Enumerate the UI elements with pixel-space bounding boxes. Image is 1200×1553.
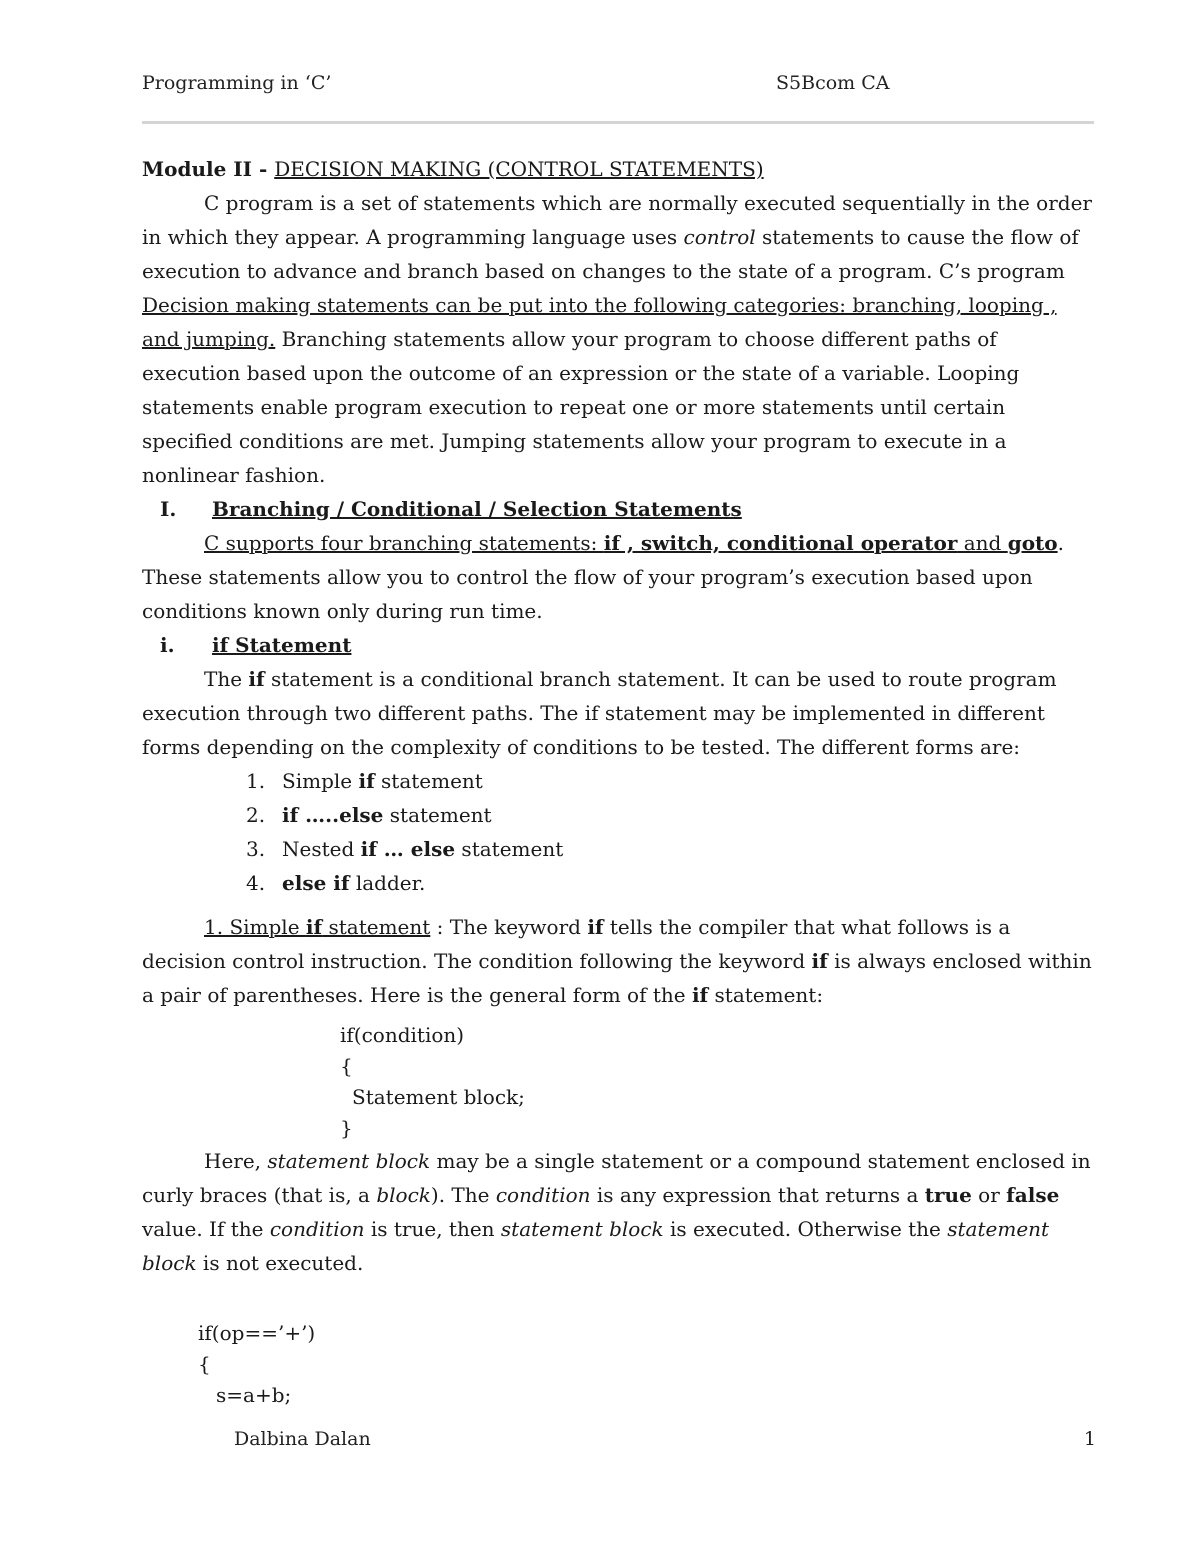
document-body bbox=[142, 152, 1092, 1411]
header-class-code: S5Bcom CA bbox=[776, 72, 890, 94]
general-form-code bbox=[142, 1020, 1092, 1144]
code-line: if(condition) bbox=[340, 1023, 465, 1047]
section-heading-branching: I. Branching / Conditional / Selection Statements bbox=[160, 497, 742, 521]
code-line: { bbox=[198, 1352, 211, 1376]
example-code bbox=[142, 1318, 1092, 1411]
simple-if-paragraph: 1. Simple if statement : The keyword if tells the compiler that what follows is a decision control instruction. The condition following the keyword if is always enclosed within a pair of parentheses. Here is the general form of the if statement: bbox=[142, 915, 1092, 1007]
header-course-title: Programming in ‘C’ bbox=[142, 72, 332, 94]
intro-paragraph: C program is a set of statements which are normally executed sequentially in the order in which they appear. A programming language uses control statements to cause the flow of execution to advance and branch based on changes to the state of a program. C’s program Decision making statements can be put into the following categories: branching, looping , and jumping. Branching statements allow your program to choose different paths of execution based upon the outcome of an expression or the state of a variable. Looping statements enable program execution to repeat one or more statements until certain specified conditions are met. Jumping statements allow your program to execute in a nonlinear fashion. bbox=[142, 191, 1092, 487]
page-footer bbox=[234, 1428, 1096, 1450]
list-item: 1. Simple if statement bbox=[246, 769, 483, 793]
module-title-underlined: DECISION MAKING (CONTROL STATEMENTS) bbox=[274, 157, 764, 181]
list-item: 2. if …..else statement bbox=[246, 803, 492, 827]
module-title: Module II - DECISION MAKING (CONTROL STATEMENTS) bbox=[142, 157, 764, 181]
code-line: if(op==’+’) bbox=[198, 1321, 316, 1345]
branching-paragraph: C supports four branching statements: if , switch, conditional operator and goto. These statements allow you to control the flow of your program’s execution based upon conditions known only during run time. bbox=[142, 531, 1064, 623]
list-item: 4. else if ladder. bbox=[246, 871, 426, 895]
code-line: Statement block; bbox=[352, 1085, 525, 1109]
code-line: { bbox=[340, 1054, 353, 1078]
statement-block-explanation: Here, statement block may be a single statement or a compound statement enclosed in curly braces (that is, a block). The condition is any expression that returns a true or false value. If the condition is true, then statement block is executed. Otherwise the statement block is not executed. bbox=[142, 1149, 1091, 1275]
code-line: s=a+b; bbox=[216, 1383, 292, 1407]
footer-author: Dalbina Dalan bbox=[234, 1428, 371, 1450]
code-line: } bbox=[340, 1116, 353, 1140]
list-item: 3. Nested if … else statement bbox=[246, 837, 564, 861]
header-divider bbox=[142, 121, 1094, 124]
page-number: 1 bbox=[1083, 1428, 1096, 1450]
if-statement-paragraph: The if statement is a conditional branch statement. It can be used to route program execution through two different paths. The if statement may be implemented in different forms depending on the complexity of conditions to be tested. The different forms are: bbox=[142, 667, 1057, 759]
if-forms-list bbox=[142, 764, 1092, 900]
subsection-heading-if: i. if Statement bbox=[160, 633, 352, 657]
